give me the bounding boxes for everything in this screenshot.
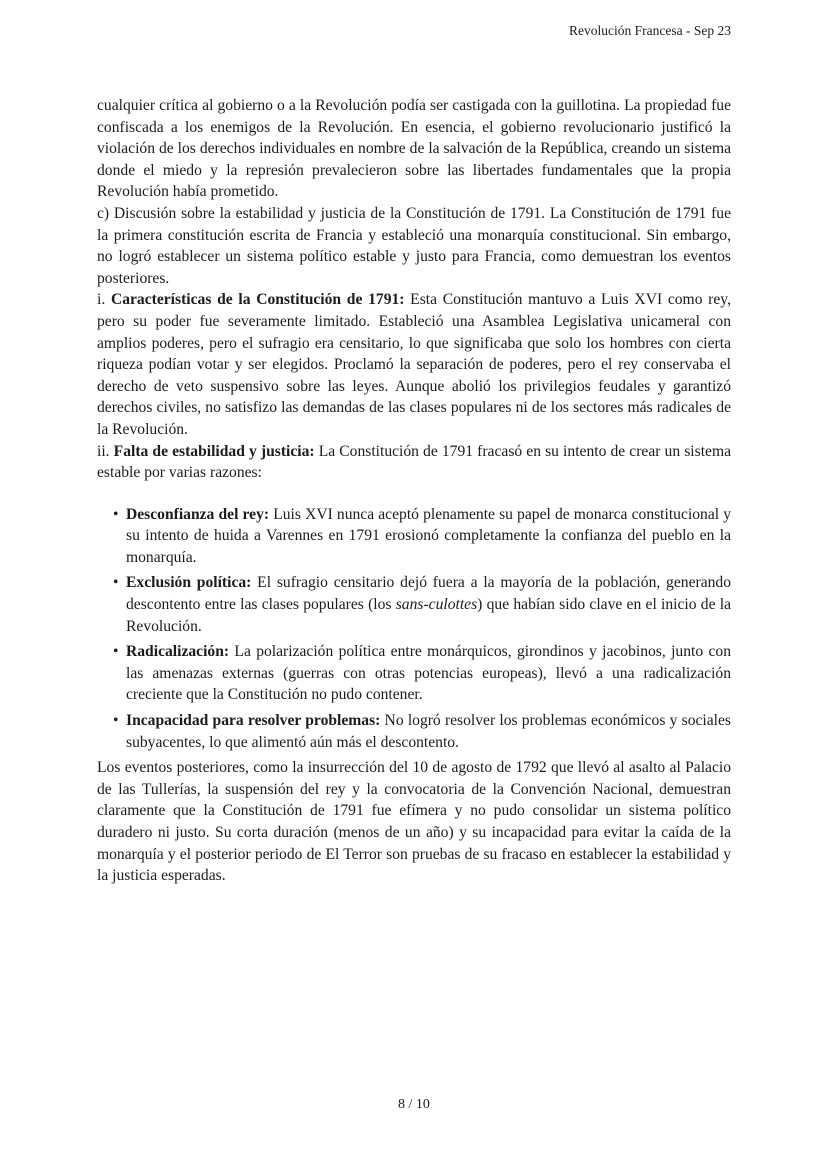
bullet-term: Exclusión política: <box>126 574 252 592</box>
list-item-i <box>97 289 731 440</box>
bullet-item <box>113 710 731 753</box>
bullet-italic-term: sans-culottes <box>395 596 478 614</box>
bullet-text <box>126 641 731 706</box>
bullet-icon: • <box>113 574 119 592</box>
bullet-body: La polarización política entre monárquicos, girondinos y jacobinos, junto con las amenazas externas (guerras con otras potencias europeas), llevó a una radicalización creciente que la Constitución no pudo contener. <box>126 643 731 704</box>
bullet-term: Radicalización: <box>126 643 230 661</box>
bullet-body: Luis XVI nunca aceptó plenamente su papel de monarca constitucional y su intento de huida a Varennes en 1791 erosionó completamente la confianza del pueblo en la monarquía. <box>126 505 732 566</box>
page-header <box>97 23 731 39</box>
bullet-text <box>126 710 731 753</box>
bullet-body: El sufragio censitario dejó fuera a la mayoría de la población, generando descontento entre las clases populares (los <box>126 574 732 614</box>
bullet-icon: • <box>113 643 119 661</box>
item-ii-text: La Constitución de 1791 fracasó en su intento de crear un sistema estable por varias razones: <box>97 442 732 482</box>
bullet-text <box>126 504 731 569</box>
bullet-icon: • <box>113 505 119 523</box>
bullet-term: Incapacidad para resolver problemas: <box>126 712 381 730</box>
page-number: 8 / 10 <box>398 1097 430 1112</box>
item-i-heading: Características de la Constitución de 1791: <box>110 291 405 309</box>
bullet-item <box>113 641 731 706</box>
bullet-item <box>113 572 731 637</box>
item-ii-number: ii. <box>97 442 114 460</box>
paragraph-conclusion: Los eventos posteriores, como la insurrección del 10 de agosto de 1792 que llevó al asalto al Palacio de las Tullerías, la suspensión del rey y la convocatoria de la Convención Nacional, demuestran claramente que la Constitución de 1791 fue efímera y no pudo consolidar un sistema político duradero ni justo. Su corta duración (menos de un año) y su incapacidad para evitar la caída de la monarquía y el posterior periodo de El Terror son pruebas de su fracaso en establecer la estabilidad y la justicia esperadas. <box>97 759 731 885</box>
list-item-ii <box>97 441 731 484</box>
bullet-text <box>126 572 731 637</box>
item-i-text: Esta Constitución mantuvo a Luis XVI como rey, pero su poder fue severamente limitado. Estableció una Asamblea Legislativa unicameral con amplios poderes, pero el sufragio era censitario, lo que significaba que solo los hombres con cierta riqueza podían votar y ser elegidos. Proclamó la separación de poderes, pero el rey conservaba el derecho de veto suspensivo sobre las leyes. Aunque abolió los privilegios feudales y garantizó derechos civiles, no satisfizo las demandas de las clases populares ni de los sectores más radicales de la Revolución. <box>97 291 731 438</box>
bullet-item <box>113 504 731 569</box>
document-content <box>97 95 731 887</box>
paragraph-intro: cualquier crítica al gobierno o a la Revolución podía ser castigada con la guillotina. La propiedad fue confiscada a los enemigos de la Revolución. En esencia, el gobierno revolucionario justificó la violación de los derechos individuales en nombre de la salvación de la República, creando un sistema donde el miedo y la represión prevalecieron sobre las libertades fundamentales que la propia Revolución había prometido. <box>97 97 731 201</box>
page-footer <box>0 1097 828 1113</box>
item-i-number: i. <box>97 291 111 309</box>
bullet-icon: • <box>113 712 119 730</box>
header-title: Revolución Francesa - Sep 23 <box>569 23 731 38</box>
bullet-term: Desconfianza del rey: <box>126 505 270 523</box>
item-ii-heading: Falta de estabilidad y justicia: <box>113 442 315 460</box>
paragraph-section-c: c) Discusión sobre la estabilidad y justicia de la Constitución de 1791. La Constitución de 1791 fue la primera constitución escrita de Francia y estableció una monarquía constitucional. Sin embargo, no logró establecer un sistema político estable y justo para Francia, como demuestran los eventos posteriores. <box>97 204 731 287</box>
bullet-body: No logró resolver los problemas económicos y sociales subyacentes, lo que alimentó aún más el descontento. <box>126 712 732 751</box>
bullet-body-continued: ) que habían sido clave en el inicio de la Revolución. <box>126 596 732 635</box>
bullet-list <box>113 504 731 754</box>
